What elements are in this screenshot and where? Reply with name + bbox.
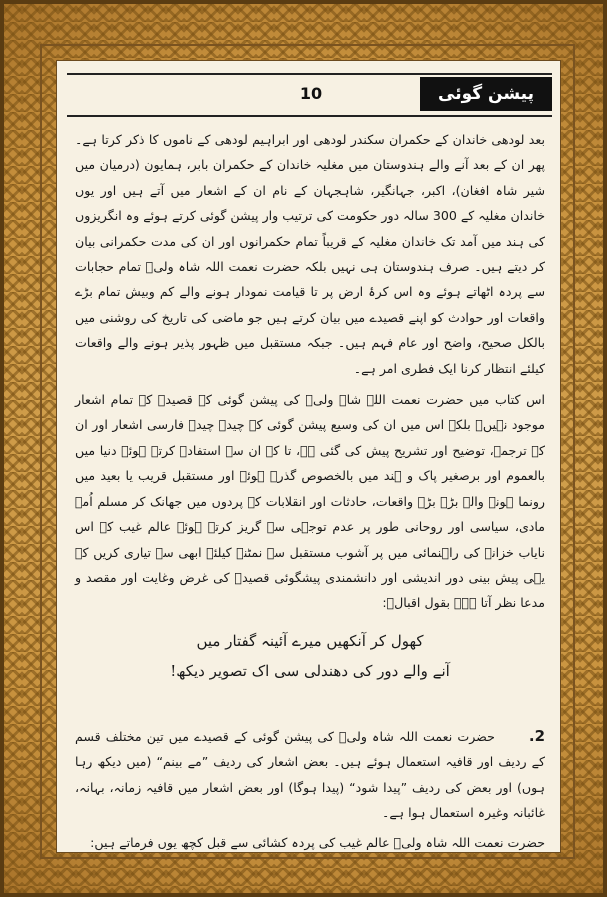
paragraph-3 (75, 724, 545, 826)
verse-line-2: آنے والے دور کی دھندلی سی اک تصویر دیکھ! (170, 662, 450, 680)
paragraph-4: حضرت نعمت اللہ شاہ ولیؒ عالم غیب کی پردہ کشائی سے قبل کچھ یوں فرماتے ہیں: (90, 834, 545, 850)
iqbal-verse (75, 626, 545, 686)
chapter-title: پیشن گوئی (420, 77, 552, 111)
section-2 (75, 724, 545, 859)
paragraph-3-text: حضرت نعمت اللہ شاہ ولیؒ کی پیشن گوئی کے قصیدے میں تین مختلف قسم کے ردیف اور قافیہ استعمال ہوئے ہیں۔ بعض اشعار کی ردیف ”مے بینم“ (میں دیکھ رہا ہوں) اور بعض کی ردیف ”پیدا شود“ (پیدا ہوگا) اور بعض اشعار میں قافیہ زمانہ، بہانہ، غائبانہ وغیرہ استعمال ہوا ہے۔ (75, 729, 545, 821)
paragraph-2: اس کتاب میں حضرت نعمت اللہ شاہ ولیؒ کی پیشن گوئی کے قصیدے کے تمام اشعار موجود نہیں۔ بلکہ اس میں ان کی وسیع پیشن گوئی کے چیدہ چیدہ فارسی اشعار اور ان کے ترجمے، توضیح اور تشریح پیش کی گئی ہے، تا کہ ان سے استفادہ کرتے ہوئے دنیا میں بالعموم اور برصغیر پاک و ہند میں بالخصوص گذرے ہوئے اور مستقبل قریب یا بعید میں رونما ہونے والے بڑے بڑے واقعات، حادثات اور انقلابات کے پردوں میں جھانک کر مسلم اُمہ مادی، سیاسی اور روحانی طور پر عدم توجہی سے گریز کرتے ہوئے عالم غیب کے اس نایاب خزانے کی راہنمائی میں پر آشوب مستقبل سے نمٹنے کیلئے ابھی سے تیاری کریں کہ یہی پیش بینی دور اندیشی اور دانشمندی پیشگوئی قصیدے کی غرض وغایت اور مقصد و مدعا نظر آتا ہے۔ بقول اقبالؒ: (75, 392, 545, 611)
page-header (67, 73, 552, 117)
section-number: 2. (528, 727, 545, 745)
verse-line-1: کھول کر آنکھیں میرے آئینہ گفتار میں (196, 632, 424, 650)
book-page (56, 60, 561, 853)
paragraph-1: بعد لودھی خاندان کے حکمران سکندر لودھی اور ابراہیم لودھی کے ناموں کا ذکر کرتا ہے۔ پھر ان کے بعد آنے والے ہندوستان میں مغلیہ خاندان کے حکمران بابر، ہمایون (درمیان میں شیر شاہ افغان)، اکبر، جہانگیر، شاہجہان کے نام ان کے اشعار میں آتے ہیں اور یوں خاندان مغلیہ کے 300 سالہ دور حکومت کی ترتیب وار پیشن گوئی کرتے ہوئے وہ انگریزوں کی ہند میں آمد تک خاندان مغلیہ کے قریباً تمام حکمرانوں اور ان کی مدت حکمرانی بیان کر دیتے ہیں۔ صرف ہندوستان ہی نہیں بلکہ حضرت نعمت اللہ شاہ ولیؒ تمام حجابات سے پردہ اٹھاتے ہوئے وہ اس کرۂ ارض پر تا قیامت نمودار ہونے والے کم وبیش تمام بڑے واقعات اور حوادث کو اپنے قصیدے میں بیان کرتے ہیں جو ماضی کی تاریخ کی روشنی میں بالکل صحیح، واضح اور عام فہم ہیں۔ جبکہ مستقبل میں ظہور پذیر ہونے والے واقعات کیلئے انتظار کرنا ایک فطری امر ہے۔ (75, 132, 545, 376)
body-text (75, 127, 545, 620)
page-number: 10 (299, 84, 323, 103)
